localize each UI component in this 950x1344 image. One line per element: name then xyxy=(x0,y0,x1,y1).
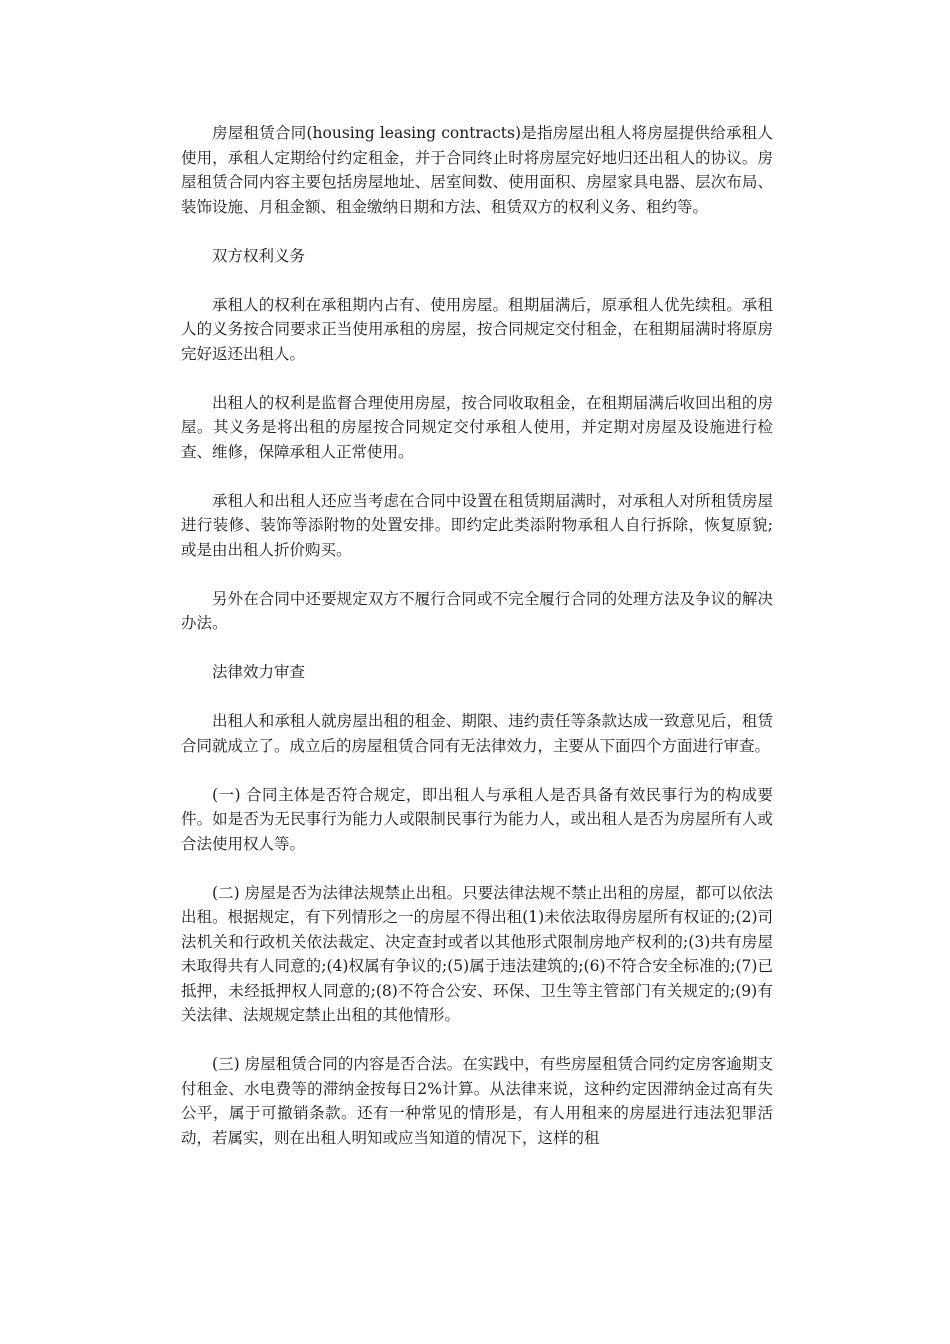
section-heading-legal-review: 法律效力审查 xyxy=(212,663,306,681)
paragraph-tenant-rights: 承租人的权利在承租期内占有、使用房屋。租期届满后，原承租人优先续租。承租人的义务按合同要求正当使用承租的房屋，按合同规定交付租金，在租期届满时将原房完好返还出租人。 xyxy=(181,295,773,363)
paragraph-landlord-rights: 出租人的权利是监督合理使用房屋，按合同收取租金，在租期届满后收回出租的房屋。其义务是将出租的房屋按合同规定交付承租人使用，并定期对房屋及设施进行检查、维修，保障承租人正常使用。 xyxy=(181,393,773,461)
section-heading-rights: 双方权利义务 xyxy=(212,246,306,265)
paragraph-review-item-1: (一) 合同主体是否符合规定，即出租人与承租人是否具备有效民事行为的构成要件。如是否为无民事行为能力人或限制民事行为能力人，或出租人是否为房屋所有人或合法使用权人等。 xyxy=(181,785,773,853)
paragraph-review-item-2: (二) 房屋是否为法律法规禁止出租。只要法律法规不禁止出租的房屋，都可以依法出租。根据规定，有下列情形之一的房屋不得出租(1)未依法取得房屋所有权证的;(2)司法机关和行政机关依法裁定、决定查封或者以其他形式限制房地产权利的;(3)共有房屋未取得共有人同意的;(4)权属有争议的;(5)属于违法建筑的;(6)不符合安全标准的;(7)已抵押，未经抵押权人同意的;(8)不符合公安、环保、卫生等主管部门有关规定的;(9)有关法律、法规规定禁止出租的其他情形。 xyxy=(181,883,773,1024)
paragraph-disputes: 另外在合同中还要规定双方不履行合同或不完全履行合同的处理方法及争议的解决办法。 xyxy=(181,589,773,632)
paragraph-fixtures: 承租人和出租人还应当考虑在合同中设置在租赁期届满时，对承租人对所租赁房屋进行装修、装饰等添附物的处置安排。即约定此类添附物承租人自行拆除，恢复原貌;或是由出租人折价购买。 xyxy=(181,491,773,559)
paragraph-review-item-3: (三) 房屋租赁合同的内容是否合法。在实践中，有些房屋租赁合同约定房客逾期支付租金、水电费等的滞纳金按每日2%计算。从法律来说，这种约定因滞纳金过高有失公平，属于可撤销条款。还有一种常见的情形是，有人用租来的房屋进行违法犯罪活动，若属实，则在出租人明知或应当知道的情况下，这样的租 xyxy=(181,1055,773,1147)
paragraph-intro: 房屋租赁合同(housing leasing contracts)是指房屋出租人将房屋提供给承租人使用，承租人定期给付约定租金，并于合同终止时将房屋完好地归还出租人的协议。房屋租赁合同内容主要包括房屋地址、居室间数、使用面积、房屋家具电器、层次布局、装饰设施、月租金额、租金缴纳日期和方法、租赁双方的权利义务、租约等。 xyxy=(181,124,773,216)
paragraph-review-intro: 出租人和承租人就房屋出租的租金、期限、违约责任等条款达成一致意见后，租赁合同就成立了。成立后的房屋租赁合同有无法律效力，主要从下面四个方面进行审查。 xyxy=(181,712,773,755)
document-body xyxy=(181,121,773,1175)
